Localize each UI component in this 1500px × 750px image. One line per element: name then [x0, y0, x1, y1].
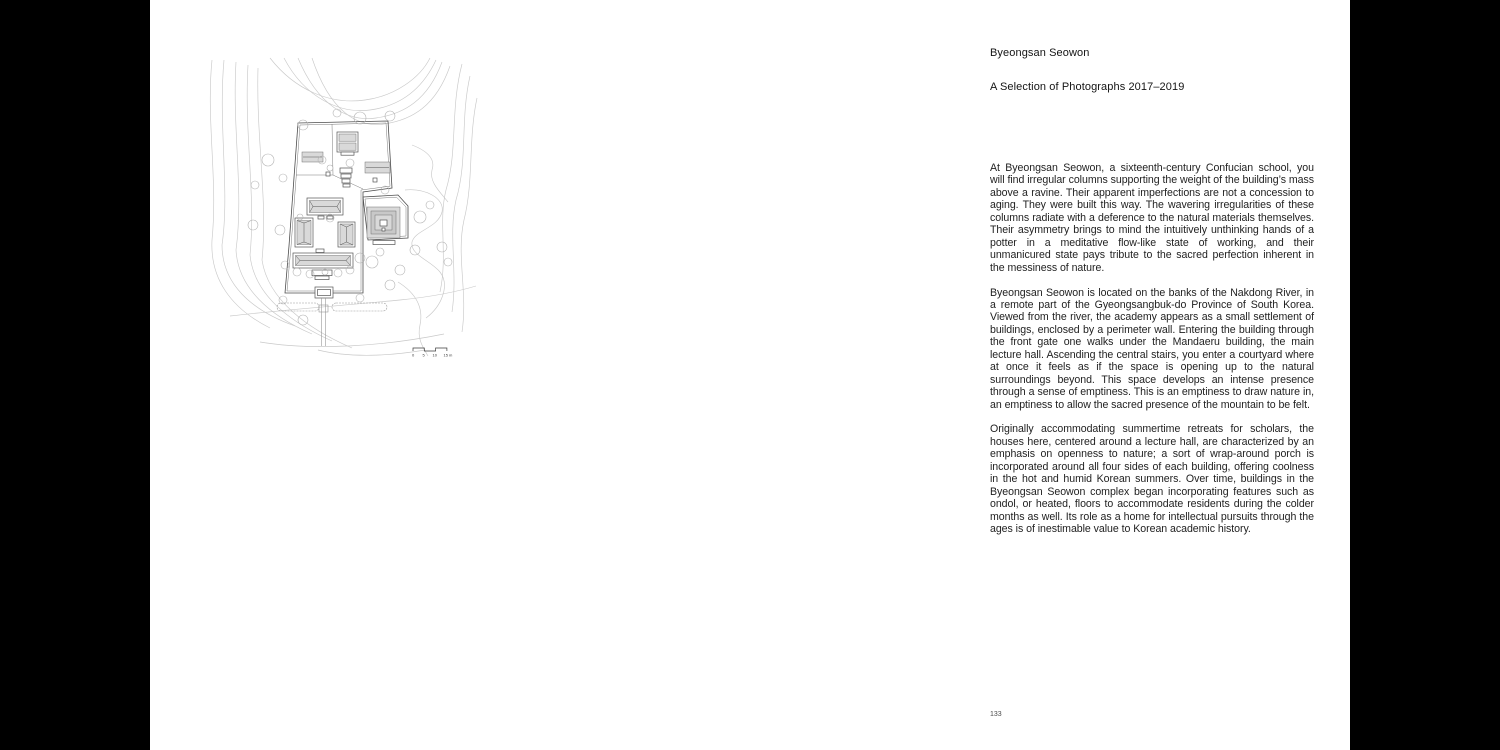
- scale-label-5: 5: [422, 352, 425, 358]
- essay-body: [990, 162, 1314, 548]
- page-subtitle: A Selection of Photographs 2017–2019: [990, 81, 1185, 93]
- building-west-dorm: [295, 218, 313, 247]
- scale-bar: [412, 348, 453, 358]
- essay-paragraph-3: Originally accommodating summertime retreats for scholars, the houses here, centered around a lecture hall, are characterized by an emphasis on openness to nature; a sort of wrap-around porch is incorporated around all four sides of each building, offering coolness in the hot and humid Korean summers. Over time, buildings in the Byeongsan Seowon complex began incorporating features such as ondol, or heated, floors to accommodate residents during the colder months as well. Its role as a home for intellectual pursuits through the ages is of inestimable value to Korean academic history.: [990, 423, 1314, 536]
- building-east-dorm: [338, 222, 355, 247]
- essay-paragraph-2: Byeongsan Seowon is located on the banks of the Nakdong River, in a remote part of the Gyeongsangbuk-do Province of South Korea. Viewed from the river, the academy appears as a small settlement of buildings, enclosed by a perimeter wall. Entering the building through the front gate one walks under the Mandaeru building, the main lecture hall. Ascending the central stairs, you enter a courtyard where at once it feels as if the space is opening up to the natural surroundings beyond. This space develops an intense presence through a sense of emptiness. This is an emptiness to draw nature in, an emptiness to allow the sacred presence of the mountain to be felt.: [990, 286, 1314, 411]
- contour-lines: [210, 58, 477, 356]
- ancillary-block: [326, 172, 330, 176]
- essay-paragraph-1: At Byeongsan Seowon, a sixteenth-century Confucian school, you will find irregular columns supporting the weight of the building’s mass above a ravine. Their apparent imperfections are not a concession to aging. They were built this way. The wavering irregularities of these columns radiate with a deference to the natural materials themselves. Their asymmetry brings to mind the intuitively unthinking hands of a potter in a meditative flow-like state of working, and their unmanicured state pays tribute to the sacred perfection inherent in the messiness of nature.: [990, 162, 1314, 274]
- ancillary-block: [373, 178, 377, 182]
- building-upper-right: [365, 162, 390, 173]
- scale-label-10: 10: [432, 352, 437, 358]
- building-upper-left: [302, 152, 323, 162]
- building-upper-hall: [337, 132, 358, 155]
- buildings: [293, 132, 400, 298]
- left-page: [200, 50, 480, 360]
- site-plan-drawing: [200, 50, 480, 360]
- page-title: Byeongsan Seowon: [990, 47, 1090, 59]
- main-gate: [315, 287, 333, 298]
- page-spread: [150, 0, 1350, 750]
- building-lecture-hall: [307, 198, 343, 219]
- scale-label-15m: 15 m: [443, 352, 453, 358]
- page-number: 133: [990, 711, 1002, 718]
- central-stairs: [340, 168, 352, 187]
- building-mandaeru: [293, 249, 353, 268]
- scale-label-0: 0: [412, 352, 415, 358]
